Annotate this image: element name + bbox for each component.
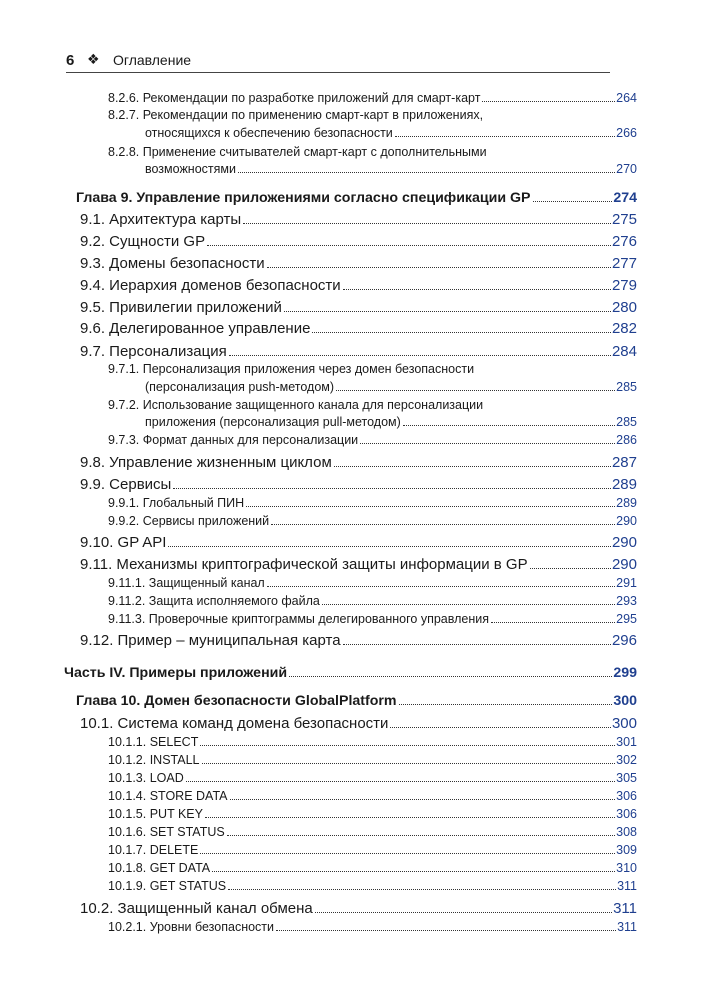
leader-dots xyxy=(238,172,615,173)
toc-entry-page: 295 xyxy=(616,612,637,626)
toc-entry[interactable] xyxy=(80,476,637,493)
leader-dots xyxy=(200,745,615,746)
toc-entry-title: 10.1.3. LOAD xyxy=(108,771,184,785)
toc-entry-page: 289 xyxy=(611,476,637,493)
toc-entry-title: 9.5. Привилегии приложений xyxy=(80,299,282,316)
toc-entry-page: 302 xyxy=(616,753,637,767)
toc-entry-page: 285 xyxy=(616,415,637,429)
toc-entry[interactable] xyxy=(108,920,637,935)
four-diamond-icon: ❖ xyxy=(87,51,100,67)
toc-entry[interactable] xyxy=(108,91,637,106)
toc-entry-title: 8.2.8. Применение считывателей смарт-карт с дополнительными xyxy=(108,145,487,159)
toc-entry-page: 266 xyxy=(616,126,637,140)
toc-chapter-entry[interactable] xyxy=(76,190,637,206)
toc-entry[interactable] xyxy=(108,879,637,894)
toc-entry-page: 311 xyxy=(617,920,637,934)
toc-entry-page: 274 xyxy=(613,190,637,206)
leader-dots xyxy=(343,289,611,290)
toc-entry[interactable] xyxy=(108,514,637,529)
toc-entry-title: Глава 9. Управление приложениями согласно спецификации GP xyxy=(76,190,531,206)
toc-entry-page: 289 xyxy=(616,496,637,510)
leader-dots xyxy=(168,546,611,547)
toc-chapter-entry[interactable] xyxy=(76,693,637,709)
leader-dots xyxy=(322,604,615,605)
toc-entry[interactable] xyxy=(108,735,637,750)
leader-dots xyxy=(229,355,611,356)
toc-entry-title: 9.7. Персонализация xyxy=(80,343,227,360)
toc-entry[interactable] xyxy=(80,715,637,732)
toc-entry[interactable] xyxy=(108,825,637,840)
leader-dots xyxy=(533,201,613,202)
toc-entry[interactable] xyxy=(80,211,637,228)
toc-entry-page: 293 xyxy=(616,594,637,608)
toc-entry-title: 10.1.7. DELETE xyxy=(108,843,199,857)
toc-entry-title-continuation: приложения (персонализация pull-методом) xyxy=(145,415,401,429)
toc-entry-page: 300 xyxy=(611,715,637,732)
toc-entry-page: 311 xyxy=(613,900,637,917)
toc-entry-title: 9.6. Делегированное управление xyxy=(80,320,311,337)
toc-entry[interactable] xyxy=(80,320,637,337)
toc-entry-title: 9.9.1. Глобальный ПИН xyxy=(108,496,245,510)
toc-entry-page: 290 xyxy=(611,534,637,551)
leader-dots xyxy=(284,311,611,312)
leader-dots xyxy=(267,267,611,268)
toc-entry-title: 9.4. Иерархия доменов безопасности xyxy=(80,277,341,294)
toc-entry-title: 8.2.7. Рекомендации по применению смарт-карт в приложениях, xyxy=(108,108,484,122)
leader-dots xyxy=(312,332,611,333)
toc-entry[interactable] xyxy=(145,415,637,430)
toc-entry[interactable] xyxy=(80,632,637,649)
leader-dots xyxy=(230,799,616,800)
leader-dots xyxy=(289,676,612,677)
toc-entry-title: 9.1. Архитектура карты xyxy=(80,211,242,228)
leader-dots xyxy=(360,443,615,444)
toc-entry-title: 10.1.4. STORE DATA xyxy=(108,789,228,803)
leader-dots xyxy=(246,506,615,507)
toc-entry[interactable] xyxy=(108,496,637,511)
toc-entry-page: 308 xyxy=(616,825,637,839)
toc-entry[interactable] xyxy=(108,771,637,786)
leader-dots xyxy=(334,466,611,467)
toc-entry-title: 9.8. Управление жизненным циклом xyxy=(80,454,332,471)
toc-entry[interactable] xyxy=(80,299,637,316)
toc-entry[interactable] xyxy=(80,534,637,551)
toc-entry-title: 9.11.3. Проверочные криптограммы делегированного управления xyxy=(108,612,489,626)
toc-entry[interactable] xyxy=(108,843,637,858)
toc-entry-page: 309 xyxy=(616,843,637,857)
toc-entry-title: 9.3. Домены безопасности xyxy=(80,255,265,272)
toc-entry-page: 306 xyxy=(616,789,637,803)
toc-entry-title: 9.7.1. Персонализация приложения через домен безопасности xyxy=(108,362,475,376)
toc-entry-title: 9.11. Механизмы криптографической защиты информации в GP xyxy=(80,556,528,573)
toc-entry-page: 291 xyxy=(616,576,637,590)
leader-dots xyxy=(491,622,615,623)
toc-entry-title: Глава 10. Домен безопасности GlobalPlatform xyxy=(76,693,397,709)
header-title: Оглавление xyxy=(113,52,192,68)
page-number: 6 xyxy=(66,52,75,69)
leader-dots xyxy=(395,136,615,137)
toc-entry-page: 286 xyxy=(616,433,637,447)
toc-entry[interactable] xyxy=(80,277,637,294)
leader-dots xyxy=(202,763,616,764)
toc-entry-title: 10.1.5. PUT KEY xyxy=(108,807,203,821)
toc-entry-page: 279 xyxy=(611,277,637,294)
toc-entry-title: 9.11.2. Защита исполняемого файла xyxy=(108,594,320,608)
toc-entry-page: 311 xyxy=(617,879,637,893)
leader-dots xyxy=(390,727,611,728)
toc-entry-page: 277 xyxy=(611,255,637,272)
leader-dots xyxy=(343,644,611,645)
toc-entry-title: 10.1.6. SET STATUS xyxy=(108,825,225,839)
toc-entry-title: 10.1.9. GET STATUS xyxy=(108,879,227,893)
toc-entry-page: 300 xyxy=(613,693,637,709)
toc-entry[interactable] xyxy=(80,343,637,360)
toc-entry[interactable] xyxy=(145,126,637,141)
running-header xyxy=(66,50,610,73)
toc-entry-page: 285 xyxy=(616,380,637,394)
toc-entry[interactable] xyxy=(108,612,637,627)
toc-entry[interactable] xyxy=(108,433,637,448)
leader-dots xyxy=(271,524,615,525)
leader-dots xyxy=(173,488,611,489)
leader-dots xyxy=(482,101,615,102)
toc-entry[interactable] xyxy=(108,861,637,876)
toc-entry-page: 280 xyxy=(611,299,637,316)
toc-entry[interactable] xyxy=(108,594,637,609)
toc-entry-page: 290 xyxy=(616,514,637,528)
toc-entry-title: 9.11.1. Защищенный канал xyxy=(108,576,265,590)
leader-dots xyxy=(276,930,616,931)
toc-entry-title: 10.1.1. SELECT xyxy=(108,735,199,749)
toc-entry-title: 9.7.2. Использование защищенного канала для персонализации xyxy=(108,398,484,412)
leader-dots xyxy=(315,912,612,913)
toc-entry-title: 10.2.1. Уровни безопасности xyxy=(108,920,275,934)
toc-entry[interactable] xyxy=(80,556,637,573)
toc-entry-page: 290 xyxy=(611,556,637,573)
toc-entry-title: 9.9. Сервисы xyxy=(80,476,172,493)
toc-entry[interactable] xyxy=(108,789,637,804)
toc-entry-title: 9.7.3. Формат данных для персонализации xyxy=(108,433,359,447)
toc-entry-title-continuation: (персонализация push-методом) xyxy=(145,380,335,394)
toc-entry-page: 264 xyxy=(616,91,637,105)
toc-entry-page: 310 xyxy=(616,861,637,875)
toc-entry-title: Часть IV. Примеры приложений xyxy=(64,665,288,681)
toc-entry[interactable] xyxy=(80,255,637,272)
toc-entry-title-continuation: относящихся к обеспечению безопасности xyxy=(145,126,393,140)
toc-entry[interactable] xyxy=(108,576,637,591)
toc-entry-title: 10.2. Защищенный канал обмена xyxy=(80,900,313,917)
leader-dots xyxy=(212,871,615,872)
toc-part-entry[interactable] xyxy=(64,665,637,681)
leader-dots xyxy=(243,223,611,224)
toc-entry-page: 299 xyxy=(613,665,637,681)
leader-dots xyxy=(228,889,616,890)
toc-entry[interactable] xyxy=(80,454,637,471)
toc-entry-page: 296 xyxy=(611,632,637,649)
toc-entry[interactable] xyxy=(108,753,637,768)
toc-entry-page: 287 xyxy=(611,454,637,471)
toc-entry-title: 10.1.8. GET DATA xyxy=(108,861,211,875)
toc-entry-page: 306 xyxy=(616,807,637,821)
toc-entry[interactable] xyxy=(145,162,637,177)
toc-entry-title: 10.1.2. INSTALL xyxy=(108,753,200,767)
leader-dots xyxy=(336,390,615,391)
leader-dots xyxy=(403,425,615,426)
leader-dots xyxy=(267,586,615,587)
toc-entry[interactable] xyxy=(80,233,637,250)
leader-dots xyxy=(207,245,611,246)
toc-entry-page: 276 xyxy=(611,233,637,250)
leader-dots xyxy=(227,835,615,836)
toc-entry-title: 9.2. Сущности GP xyxy=(80,233,206,250)
toc-entry-page: 270 xyxy=(616,162,637,176)
toc-entry-page: 301 xyxy=(616,735,637,749)
toc-entry-page: 305 xyxy=(616,771,637,785)
leader-dots xyxy=(200,853,615,854)
toc-entry-title: 9.10. GP API xyxy=(80,534,167,551)
toc-entry-page: 275 xyxy=(611,211,637,228)
toc-entry[interactable] xyxy=(145,380,637,395)
toc-entry-title: 8.2.6. Рекомендации по разработке приложений для смарт-карт xyxy=(108,91,481,105)
toc-entry[interactable] xyxy=(80,900,637,917)
toc-entry-title-continuation: возможностями xyxy=(145,162,236,176)
toc-entry-page: 282 xyxy=(611,320,637,337)
leader-dots xyxy=(205,817,615,818)
leader-dots xyxy=(530,568,611,569)
toc-entry-title: 9.9.2. Сервисы приложений xyxy=(108,514,270,528)
toc-entry-title: 10.1. Система команд домена безопасности xyxy=(80,715,389,732)
toc-entry-page: 284 xyxy=(611,343,637,360)
leader-dots xyxy=(186,781,615,782)
leader-dots xyxy=(399,704,613,705)
toc-entry[interactable] xyxy=(108,807,637,822)
toc-entry-title: 9.12. Пример – муниципальная карта xyxy=(80,632,341,649)
